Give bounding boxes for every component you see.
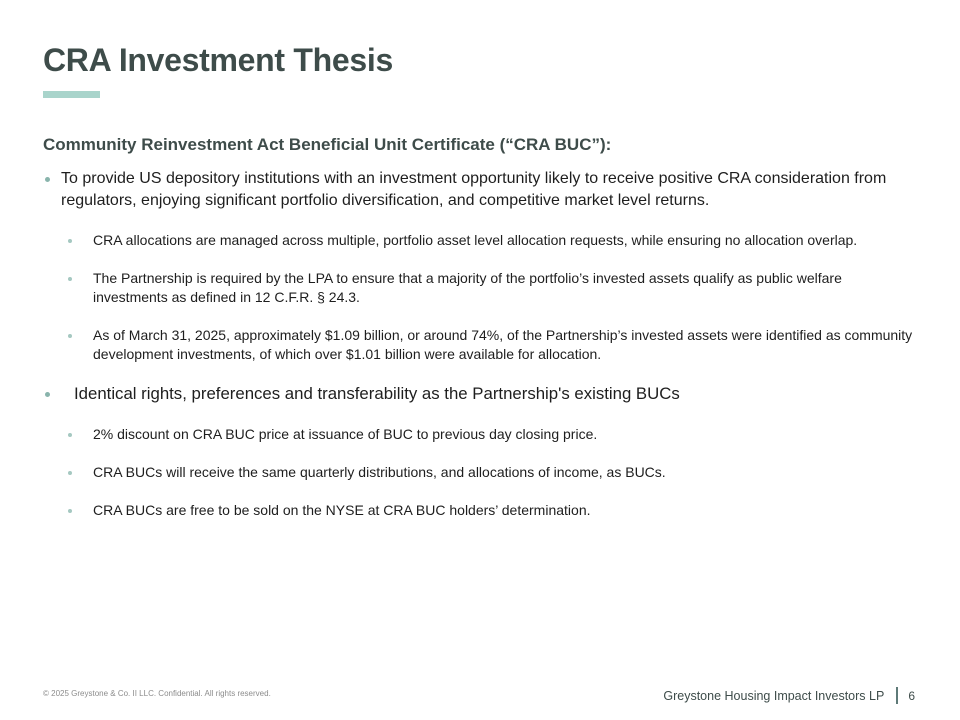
list-item-level2 <box>68 269 920 307</box>
list-item-level2 <box>68 326 920 364</box>
sub-list <box>68 231 920 364</box>
list-item-text: Identical rights, preferences and transferability as the Partnership's existing BUCs <box>74 384 680 403</box>
list-item-text: As of March 31, 2025, approximately $1.09 billion, or around 74%, of the Partnership’s invested assets were identified as community development investments, of which over $1.01 billion were available for allocation. <box>93 327 913 362</box>
footer-right <box>663 687 915 704</box>
list-item-level1 <box>43 383 920 405</box>
sub-list <box>68 425 920 520</box>
list-item-level1 <box>43 168 920 211</box>
list-item-level2 <box>68 425 920 444</box>
list-item-level2 <box>68 501 920 520</box>
bullet-dot-icon <box>68 277 72 281</box>
footer-copyright: © 2025 Greystone & Co. II LLC. Confidential. All rights reserved. <box>43 689 271 698</box>
list-item-text: 2% discount on CRA BUC price at issuance of BUC to previous day closing price. <box>93 426 598 442</box>
page-number: 6 <box>908 688 915 703</box>
bullet-dot-icon <box>68 239 72 243</box>
footer-divider <box>896 687 898 704</box>
bullet-dot-icon <box>68 471 72 475</box>
bullet-dot-icon <box>68 334 72 338</box>
list-item-level2 <box>68 231 920 250</box>
bullet-dot-icon <box>45 392 50 397</box>
bullet-dot-icon <box>68 509 72 513</box>
list-item-text: The Partnership is required by the LPA to ensure that a majority of the portfolio’s invested assets qualify as public welfare investments as defined in 12 C.F.R. § 24.3. <box>93 270 842 305</box>
list-item-text: To provide US depository institutions with an investment opportunity likely to receive positive CRA consideration from regulators, enjoying significant portfolio diversification, and competitive market level returns. <box>61 170 887 209</box>
footer-company-name: Greystone Housing Impact Investors LP <box>663 688 885 703</box>
list-item-text: CRA BUCs will receive the same quarterly distributions, and allocations of income, as BUCs. <box>93 464 666 480</box>
list-item-level2 <box>68 463 920 482</box>
section-heading: Community Reinvestment Act Beneficial Unit Certificate (“CRA BUC”): <box>43 135 612 154</box>
list-item-text: CRA allocations are managed across multiple, portfolio asset level allocation requests, while ensuring no allocation overlap. <box>93 232 858 248</box>
list-item-text: CRA BUCs are free to be sold on the NYSE at CRA BUC holders’ determination. <box>93 502 591 518</box>
bullet-dot-icon <box>68 433 72 437</box>
page-title: CRA Investment Thesis <box>43 42 393 78</box>
slide-body <box>43 168 920 539</box>
bullet-dot-icon <box>45 177 50 182</box>
title-accent-bar <box>43 91 100 98</box>
